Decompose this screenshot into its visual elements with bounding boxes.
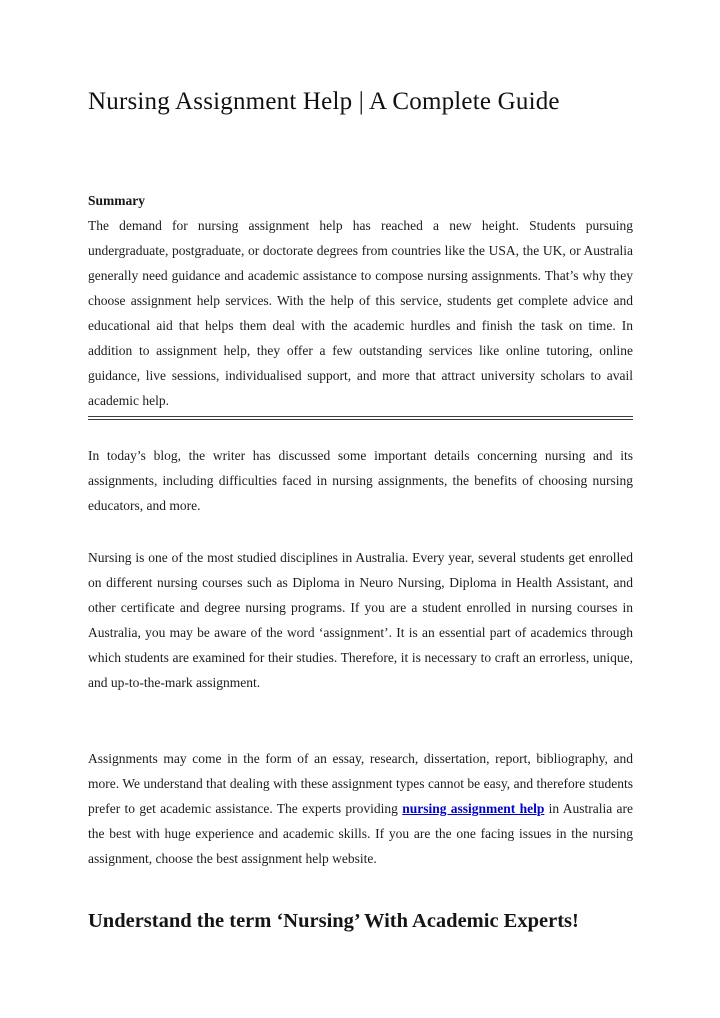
section-divider [88, 416, 633, 420]
paragraph-summary: The demand for nursing assignment help has reached a new height. Students pursuing undergraduate, postgraduate, or doctorate degrees from countries like the USA, the UK, or Australia generally need guidance and academic assistance to compose nursing assignments. That’s why they choose assignment help services. With the help of this service, students get complete advice and educational aid that helps them deal with the academic hurdles and finish the task on time. In addition to assignment help, they offer a few outstanding services like online tutoring, online guidance, live sessions, individualised support, and more that attract university scholars to avail academic help. [88, 218, 633, 408]
summary-label: Summary [88, 193, 145, 208]
paragraph-text-after-link: in Australia are the best with huge experience and academic skills. If you are the one facing issues in the nursing assignment, choose the best assignment help website. [88, 801, 633, 866]
paragraph-assignment-types [88, 746, 633, 871]
page-title: Nursing Assignment Help | A Complete Guide [88, 88, 560, 115]
paragraph-intro: In today’s blog, the writer has discussed some important details concerning nursing and its assignments, including difficulties faced in nursing assignments, the benefits of choosing nursing educators, and more. [88, 448, 633, 513]
paragraph-text-before-link: Assignments may come in the form of an essay, research, dissertation, report, bibliography, and more. We understand that dealing with these assignment types cannot be easy, and therefore students prefer to get academic assistance. The experts providing [88, 751, 633, 816]
section-heading: Understand the term ‘Nursing’ With Academic Experts! [88, 910, 579, 932]
paragraph-nursing-overview: Nursing is one of the most studied disciplines in Australia. Every year, several students get enrolled on different nursing courses such as Diploma in Neuro Nursing, Diploma in Health Assistant, and other certificate and degree nursing programs. If you are a student enrolled in nursing courses in Australia, you may be aware of the word ‘assignment’. It is an essential part of academics through which students are examined for their studies. Therefore, it is necessary to craft an errorless, unique, and up-to-the-mark assignment. [88, 550, 633, 690]
nursing-assignment-help-link[interactable]: nursing assignment help [402, 801, 545, 816]
